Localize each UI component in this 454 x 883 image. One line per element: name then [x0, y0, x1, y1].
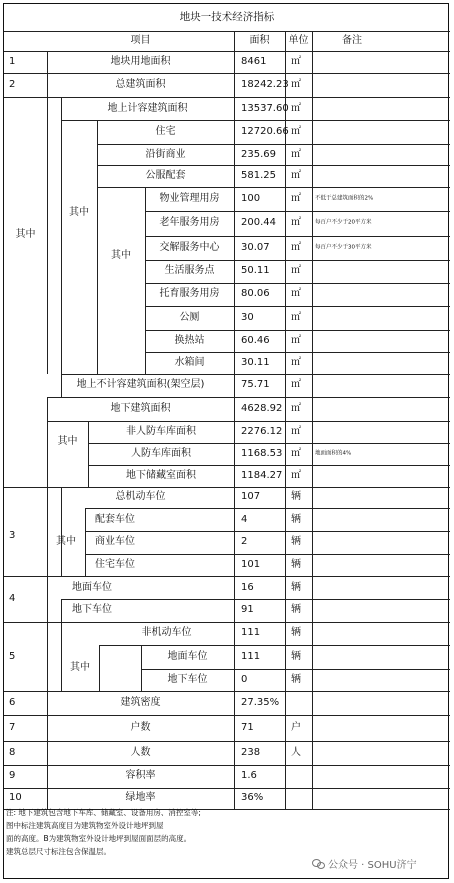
row-value: 4: [241, 514, 248, 525]
grid-line: [61, 374, 450, 375]
note-line: 建筑总层尺寸标注包含保温层。: [6, 847, 111, 856]
grid-line: [47, 97, 48, 374]
grid-line: [85, 508, 450, 509]
watermark-text: 公众号 · SOHU济宁: [328, 860, 417, 871]
row-value: 107: [241, 491, 261, 502]
grid-line: [312, 31, 313, 809]
row-value: 1.6: [241, 770, 257, 781]
row-item: 老年服务用房: [159, 217, 220, 228]
row-unit: 辆: [291, 559, 301, 570]
grid-line: [85, 554, 450, 555]
column-header-unit: 单位: [288, 35, 309, 46]
row-unit: ㎡: [291, 426, 301, 437]
row-item: 地面车位: [167, 651, 208, 662]
grid-line: [88, 465, 450, 466]
row-value: 50.11: [241, 265, 270, 276]
grid-line: [145, 283, 450, 284]
row-unit: 辆: [291, 651, 301, 662]
grid-line: [4, 576, 450, 577]
row-item: 托育服务用房: [159, 288, 220, 299]
grid-line: [88, 443, 450, 444]
row-unit: ㎡: [291, 312, 301, 323]
grid-line: [234, 31, 235, 809]
row-unit: 辆: [291, 627, 301, 638]
row-unit: ㎡: [291, 470, 301, 481]
grid-line: [145, 306, 450, 307]
column-header-remark: 备注: [342, 35, 362, 46]
row-unit: ㎡: [291, 126, 301, 137]
wechat-icon: [312, 859, 325, 869]
row-unit: ㎡: [291, 448, 301, 459]
row-remark: 地面面积的4%: [315, 450, 352, 457]
row-value: 101: [241, 559, 261, 570]
grid-line: [85, 531, 450, 532]
grid-line: [97, 144, 450, 145]
grid-line: [99, 645, 100, 691]
row-item: 生活服务点: [164, 265, 215, 276]
row-value: 4628.92: [241, 403, 283, 414]
row-item: 非人防车库面积: [126, 426, 196, 437]
row-value: 13537.60: [241, 103, 289, 114]
row-item: 非机动车位: [141, 627, 192, 638]
grid-line: [4, 31, 450, 32]
grid-line: [285, 31, 286, 809]
row-value: 60.46: [241, 335, 270, 346]
row-value: 235.69: [241, 149, 276, 160]
grid-line: [4, 788, 450, 789]
row-value: 36%: [241, 792, 264, 803]
row-value: 111: [241, 627, 261, 638]
row-item: 人数: [130, 747, 151, 758]
row-value: 111: [241, 651, 261, 662]
row-value: 16: [241, 582, 254, 593]
grid-line: [145, 236, 450, 237]
row-value: 75.71: [241, 379, 270, 390]
row-item: 绿地率: [125, 792, 156, 803]
row-value: 91: [241, 604, 254, 615]
row-remark: 每百户不少于20平方米: [315, 219, 372, 226]
row-value: 12720.66: [241, 126, 289, 137]
column-header-item: 项目: [130, 35, 151, 46]
row-value: 30.07: [241, 242, 270, 253]
row-unit: ㎡: [291, 357, 301, 368]
grid-line: [61, 97, 62, 397]
row-value: 1168.53: [241, 448, 283, 459]
grid-line: [4, 97, 450, 98]
row-item: 建筑密度: [120, 697, 161, 708]
group-number: 4: [9, 593, 16, 604]
group-number: 5: [9, 651, 16, 662]
row-value: 100: [241, 193, 261, 204]
row-item: 人防车库面积: [131, 448, 191, 459]
row-value: 0: [241, 674, 248, 685]
row-item: 公厕: [179, 312, 200, 323]
grid-line: [99, 645, 450, 646]
note-line: 注: 地下建筑包含地下车库、储藏室、设备用房、消控室等;: [6, 808, 201, 817]
row-number: 6: [9, 697, 16, 708]
row-remark: 每百户不少于30平方米: [315, 244, 372, 251]
row-unit: ㎡: [291, 193, 301, 204]
grid-line: [47, 622, 48, 691]
grid-line: [4, 622, 450, 623]
row-unit: ㎡: [291, 170, 301, 181]
row-unit: 户: [291, 722, 301, 733]
row-item: 地块用地面积: [110, 56, 171, 67]
grid-line: [4, 715, 450, 716]
row-unit: ㎡: [291, 403, 301, 414]
grid-line: [141, 669, 450, 670]
row-value: 238: [241, 747, 261, 758]
qizhong-label: 其中: [56, 536, 76, 547]
row-item: 地下储藏室面积: [126, 470, 196, 481]
row-unit: ㎡: [291, 288, 301, 299]
row-number: 9: [9, 770, 16, 781]
row-remark: 不低于总建筑面积的2%: [315, 195, 374, 202]
row-unit: ㎡: [291, 217, 301, 228]
row-unit: ㎡: [291, 379, 301, 390]
note-line: 图中标注建筑高度目为建筑物室外设计地坪到屋: [6, 821, 164, 830]
qizhong-label: 其中: [111, 250, 131, 261]
grid-line: [145, 352, 450, 353]
row-unit: ㎡: [291, 242, 301, 253]
row-item: 地下车位: [72, 604, 112, 615]
row-number: 10: [9, 792, 22, 803]
row-unit: 人: [291, 747, 301, 758]
row-item: 交解服务中心: [159, 242, 220, 253]
row-unit: ㎡: [291, 265, 301, 276]
row-value: 581.25: [241, 170, 276, 181]
grid-line: [61, 120, 450, 121]
grid-line: [145, 211, 450, 212]
grid-line: [4, 741, 450, 742]
qizhong-label: 其中: [69, 207, 89, 218]
row-number: 1: [9, 56, 16, 67]
row-number: 2: [9, 79, 16, 90]
row-number: 7: [9, 722, 16, 733]
qizhong-label: 其中: [57, 436, 78, 447]
grid-line: [4, 73, 450, 74]
row-item: 物业管理用房: [159, 193, 220, 204]
row-value: 30.11: [241, 357, 270, 368]
column-header-area: 面积: [249, 35, 270, 46]
row-unit: 辆: [291, 491, 301, 502]
qizhong-label: 其中: [15, 229, 36, 240]
row-item: 容积率: [125, 770, 156, 781]
row-unit: ㎡: [291, 103, 301, 114]
grid-line: [47, 397, 450, 398]
row-unit: 辆: [291, 582, 301, 593]
row-item: 总机动车位: [115, 491, 166, 502]
grid-line: [97, 165, 450, 166]
row-item: 地下车位: [167, 674, 208, 685]
group-number: 3: [9, 530, 16, 541]
row-item: 商业车位: [95, 536, 135, 547]
row-unit: ㎡: [291, 79, 301, 90]
row-value: 8461: [241, 56, 267, 67]
row-value: 200.44: [241, 217, 276, 228]
row-item: 配套车位: [95, 514, 135, 525]
row-unit: 辆: [291, 536, 301, 547]
row-item: 总建筑面积: [115, 79, 166, 90]
row-item: 地面车位: [72, 582, 112, 593]
grid-line: [4, 51, 450, 52]
row-number: 8: [9, 747, 16, 758]
row-unit: ㎡: [291, 335, 301, 346]
row-item: 水箱间: [174, 357, 205, 368]
tech-economic-index-table: [3, 3, 449, 879]
row-value: 27.35%: [241, 697, 280, 708]
row-value: 2: [241, 536, 248, 547]
row-item: 换热站: [174, 335, 205, 346]
grid-line: [145, 260, 450, 261]
row-unit: 辆: [291, 514, 301, 525]
watermark: [312, 856, 417, 871]
grid-line: [4, 765, 450, 766]
row-item: 住宅车位: [95, 559, 135, 570]
row-unit: ㎡: [291, 149, 301, 160]
row-item: 住宅: [155, 126, 176, 137]
row-value: 18242.23: [241, 79, 289, 90]
grid-line: [4, 691, 450, 692]
grid-line: [47, 421, 450, 422]
row-value: 2276.12: [241, 426, 283, 437]
table-footnote: [6, 806, 306, 858]
grid-line: [61, 599, 450, 600]
row-value: 71: [241, 722, 254, 733]
row-unit: 辆: [291, 604, 301, 615]
grid-line: [145, 330, 450, 331]
row-value: 80.06: [241, 288, 270, 299]
grid-line: [4, 487, 450, 488]
row-item: 公服配套: [145, 170, 186, 181]
row-value: 30: [241, 312, 254, 323]
grid-line: [97, 187, 450, 188]
row-item: 地上计容建筑面积: [107, 103, 188, 114]
note-line: 面的高度。B为建筑物室外设计地坪到屋面面层的高度。: [6, 834, 192, 843]
row-item: 地下建筑面积: [110, 403, 171, 414]
table-title: 地块一技术经济指标: [179, 11, 275, 23]
qizhong-label: 其中: [70, 662, 90, 673]
row-item: 户数: [130, 722, 151, 733]
row-value: 1184.27: [241, 470, 283, 481]
row-unit: 辆: [291, 674, 301, 685]
row-item: 地上不计容建筑面积(架空层): [76, 379, 205, 390]
row-unit: ㎡: [291, 56, 301, 67]
row-item: 沿街商业: [145, 149, 186, 160]
